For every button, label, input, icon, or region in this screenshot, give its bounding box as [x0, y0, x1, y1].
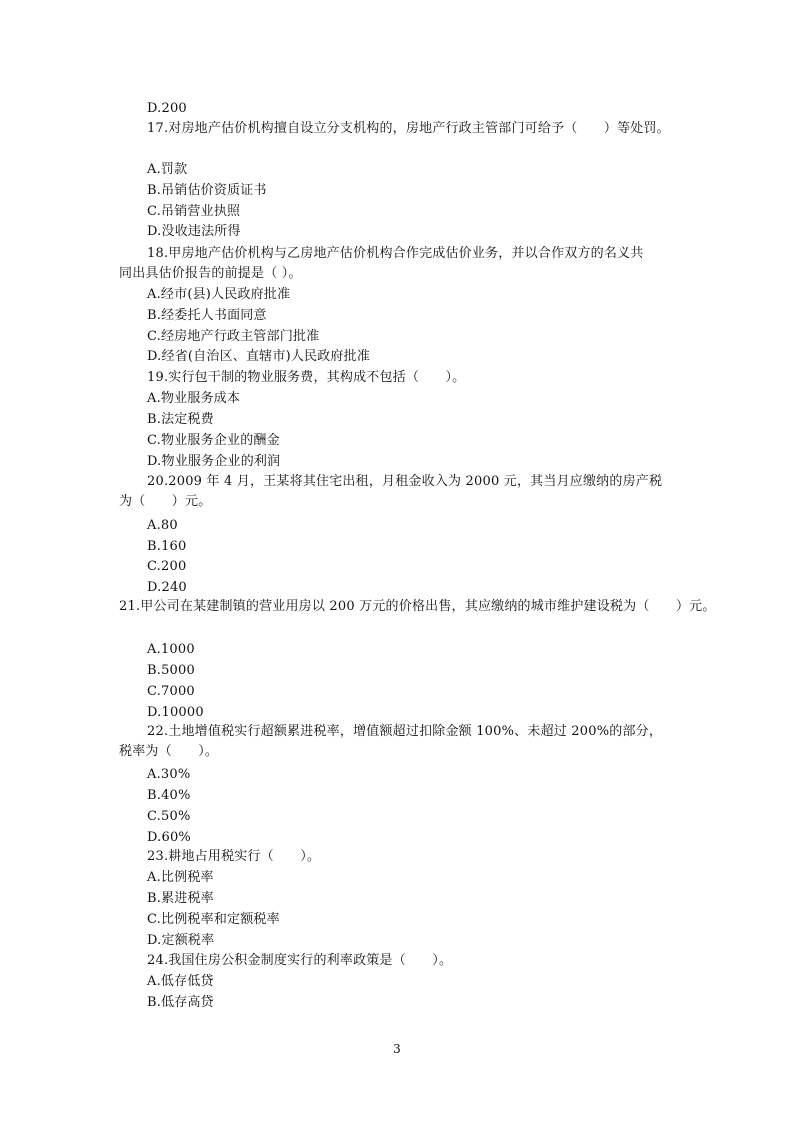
question-22: 22.土地增值税实行超额累进税率，增值额超过扣除金额 100%、未超过 200%的部分，	[147, 724, 663, 739]
question-19: 19.实行包干制的物业服务费，其构成不包括（ ）。	[147, 370, 466, 385]
question-20-cont: 为（ ）元。	[119, 494, 212, 509]
option-20-a: A.80	[147, 518, 178, 533]
option-21-b: B.5000	[147, 663, 195, 678]
question-18: 18.甲房地产估价机构与乙房地产估价机构合作完成估价业务，并以合作双方的名义共	[147, 246, 644, 261]
option-17-a: A.罚款	[147, 162, 188, 177]
option-19-d: D.物业服务企业的利润	[147, 454, 281, 469]
option-22-b: B.40%	[147, 788, 191, 803]
option-18-a: A.经市(县)人民政府批准	[147, 287, 291, 302]
question-24: 24.我国住房公积金制度实行的利率政策是（ ）。	[147, 953, 453, 968]
question-22-cont: 税率为（ ）。	[119, 744, 219, 759]
option-17-b: B.吊销估价资质证书	[147, 183, 267, 198]
option-22-d: D.60%	[147, 830, 191, 845]
option-17-c: C.吊销营业执照	[147, 204, 241, 219]
option-21-d: D.10000	[147, 705, 204, 720]
option-23-c: C.比例税率和定额税率	[147, 912, 280, 927]
option-21-a: A.1000	[147, 642, 195, 657]
option-23-b: B.累进税率	[147, 891, 214, 906]
option-22-c: C.50%	[147, 809, 191, 824]
question-20: 20.2009 年 4 月，王某将其住宅出租，月租金收入为 2000 元，其当月应缴纳的房产税	[147, 474, 663, 489]
option-23-d: D.定额税率	[147, 933, 215, 948]
option-18-c: C.经房地产行政主管部门批准	[147, 329, 320, 344]
option-22-a: A.30%	[147, 767, 191, 782]
option-21-c: C.7000	[147, 684, 195, 699]
option-24-b: B.低存高贷	[147, 995, 214, 1010]
option-23-a: A.比例税率	[147, 870, 214, 885]
question-17: 17.对房地产估价机构擅自设立分支机构的，房地产行政主管部门可给予（ ）等处罚。	[147, 121, 670, 136]
option-20-c: C.200	[147, 559, 187, 574]
question-23: 23.耕地占用税实行（ ）。	[147, 849, 321, 864]
question-18-cont: 同出具估价报告的前提是（ ）。	[119, 266, 302, 281]
page-number: 3	[393, 1042, 401, 1056]
option-17-d: D.没收违法所得	[147, 224, 241, 239]
option-20-d: D.240	[147, 580, 187, 595]
option-19-c: C.物业服务企业的酬金	[147, 433, 280, 448]
option-20-b: B.160	[147, 539, 187, 554]
option-18-b: B.经委托人书面同意	[147, 308, 267, 323]
option-16-d: D.200	[147, 101, 187, 116]
option-19-a: A.物业服务成本	[147, 391, 241, 406]
option-24-a: A.低存低贷	[147, 974, 214, 989]
question-21: 21.甲公司在某建制镇的营业用房以 200 万元的价格出售，其应缴纳的城市维护建设税为（ ）元。	[119, 599, 716, 614]
option-18-d: D.经省(自治区、直辖市)人民政府批准	[147, 349, 371, 364]
option-19-b: B.法定税费	[147, 412, 214, 427]
